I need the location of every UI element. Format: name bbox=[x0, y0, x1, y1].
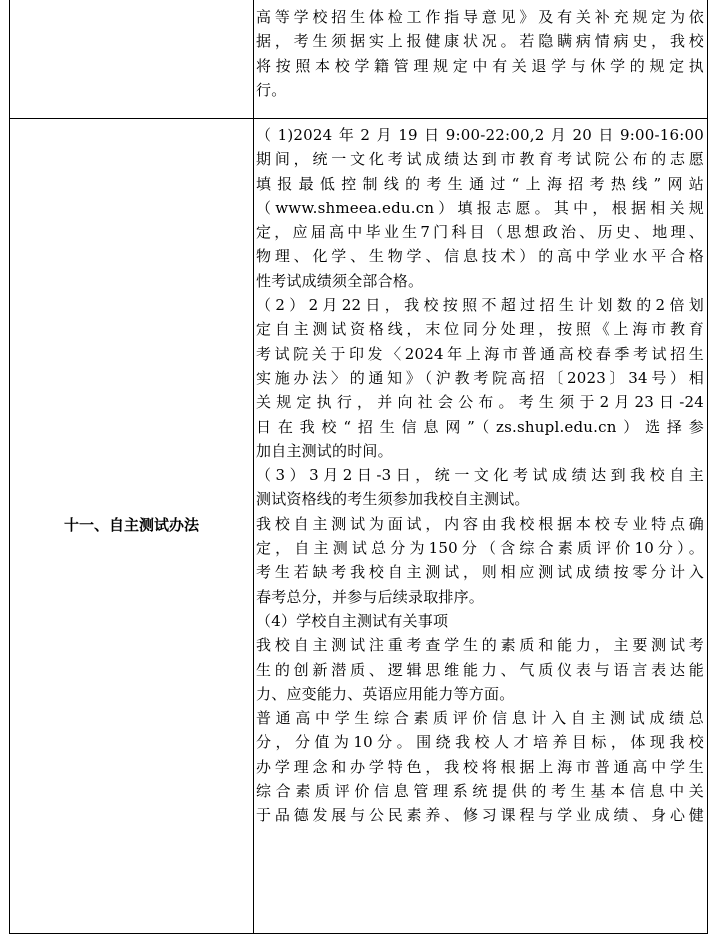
prev-row-line: 高等学校招生体检工作指导意见》及有关补充规定为依 bbox=[256, 8, 704, 26]
prev-row-line: 据，考生须据实上报健康状况。若隐瞒病情病史，我校 bbox=[256, 32, 704, 51]
content-line: 考试院关于印发〈2024年上海市普通高校春季考试招生 bbox=[256, 344, 704, 363]
content-line: 我校自主测试注重考查学生的素质和能力，主要测试考 bbox=[256, 636, 704, 655]
content-line: 于品德发展与公民素养、修习课程与学业成绩、身心健 bbox=[256, 806, 704, 825]
content-line: （www.shmeea.edu.cn）填报志愿。其中，根据相关规 bbox=[256, 198, 704, 217]
content-line: 考生若缺考我校自主测试，则相应测试成绩按零分计入 bbox=[256, 563, 704, 582]
prev-row-line: 行。 bbox=[256, 80, 287, 99]
row-divider bbox=[10, 118, 707, 119]
content-line: 力、应变能力、英语应用能力等方面。 bbox=[256, 684, 515, 703]
section-label: 十一、自主测试办法 bbox=[63, 516, 199, 534]
content-line: 综合素质评价信息管理系统提供的考生基本信息中关 bbox=[256, 782, 704, 801]
content-line: 填报最低控制线的考生通过“上海招考热线”网站 bbox=[256, 174, 704, 193]
content-line: 我校自主测试为面试，内容由我校根据本校专业特点确 bbox=[256, 514, 704, 533]
content-line: 测试资格线的考生须参加我校自主测试。 bbox=[256, 490, 530, 509]
content-line: 性考试成绩须全部合格。 bbox=[256, 271, 424, 290]
content-line: （3）3月2日-3日，统一文化考试成绩达到我校自主 bbox=[256, 466, 704, 485]
content-line: 日在我校“招生信息网”（zs.shupl.edu.cn）选择参 bbox=[256, 417, 704, 436]
content-line: 办学理念和办学特色，我校将根据上海市普通高中学生 bbox=[256, 757, 704, 776]
content-line: 实施办法〉的通知》（沪教考院高招〔2023〕34号）相 bbox=[256, 368, 704, 387]
content-line: （2）2月22日，我校按照不超过招生计划数的2倍划 bbox=[256, 296, 704, 315]
section-content bbox=[256, 123, 704, 828]
prev-row-line: 将按照本校学籍管理规定中有关退学与休学的规定执 bbox=[256, 56, 704, 75]
content-line: 生的创新潜质、逻辑思维能力、气质仪表与语言表达能 bbox=[256, 660, 704, 679]
content-line: 物理、化学、生物学、信息技术）的高中学业水平合格 bbox=[256, 247, 704, 266]
content-line: 定，应届高中毕业生7门科目（思想政治、历史、地理、 bbox=[256, 223, 704, 242]
content-line: （4）学校自主测试有关事项 bbox=[256, 611, 449, 630]
content-line: 期间，统一文化考试成绩达到市教育考试院公布的志愿 bbox=[256, 150, 704, 169]
content-line: 普通高中学生综合素质评价信息计入自主测试成绩总 bbox=[256, 709, 704, 728]
content-line: 定自主测试资格线，末位同分处理，按照《上海市教育 bbox=[256, 320, 704, 339]
content-line: 加自主测试的时间。 bbox=[256, 441, 393, 460]
column-divider bbox=[253, 0, 254, 933]
content-line: 关规定执行，并向社会公布。考生须于2月23日-24 bbox=[256, 393, 704, 412]
content-line: 分，分值为10分。围绕我校人才培养目标，体现我校 bbox=[256, 733, 704, 752]
content-line: 春考总分，并参与后续录取排序。 bbox=[256, 587, 485, 606]
content-line: 定，自主测试总分为150分（含综合素质评价10分）。 bbox=[256, 539, 704, 558]
prev-row-content bbox=[256, 5, 704, 102]
document-table bbox=[9, 0, 708, 934]
content-line: （1)2024年2月19日9:00-22:00,2月20日9:00-16:00 bbox=[256, 126, 704, 144]
